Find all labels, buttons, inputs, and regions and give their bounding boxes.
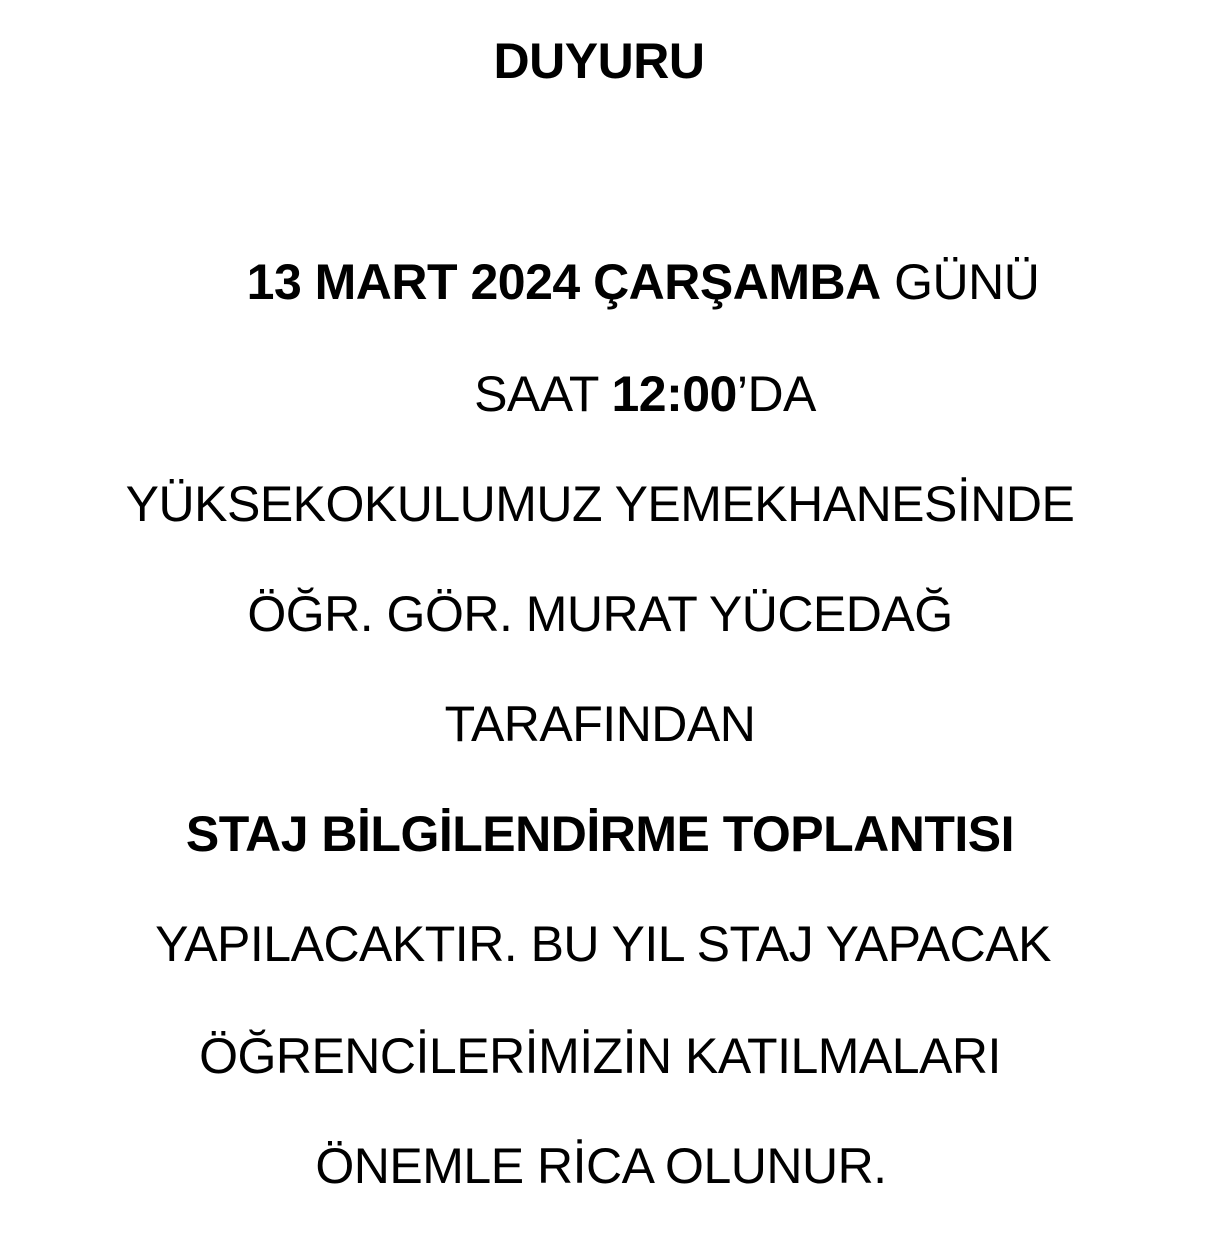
location-line: YÜKSEKOKULUMUZ YEMEKHANESİNDE — [125, 476, 1075, 532]
by-line: TARAFINDAN — [444, 696, 756, 752]
date-line — [34, 252, 1218, 312]
time-suffix: ’DA — [736, 366, 816, 422]
meeting-time: 12:00 — [611, 366, 737, 422]
document-title: DUYURU — [493, 33, 705, 89]
time-prefix: SAAT — [474, 366, 612, 422]
body-line-3: ÖNEMLE RİCA OLUNUR. — [315, 1138, 887, 1194]
body-line-2: ÖĞRENCİLERİMİZİN KATILMALARI — [199, 1028, 1001, 1084]
meeting-date: 13 MART 2024 ÇARŞAMBA — [246, 254, 881, 310]
body-line-1: YAPILACAKTIR. BU YIL STAJ YAPACAK — [155, 916, 1051, 972]
presenter-line: ÖĞR. GÖR. MURAT YÜCEDAĞ — [247, 586, 953, 642]
meeting-title: STAJ BİLGİLENDİRME TOPLANTISI — [185, 806, 1015, 862]
date-line-suffix: GÜNÜ — [880, 254, 1040, 310]
time-line — [36, 364, 1218, 424]
